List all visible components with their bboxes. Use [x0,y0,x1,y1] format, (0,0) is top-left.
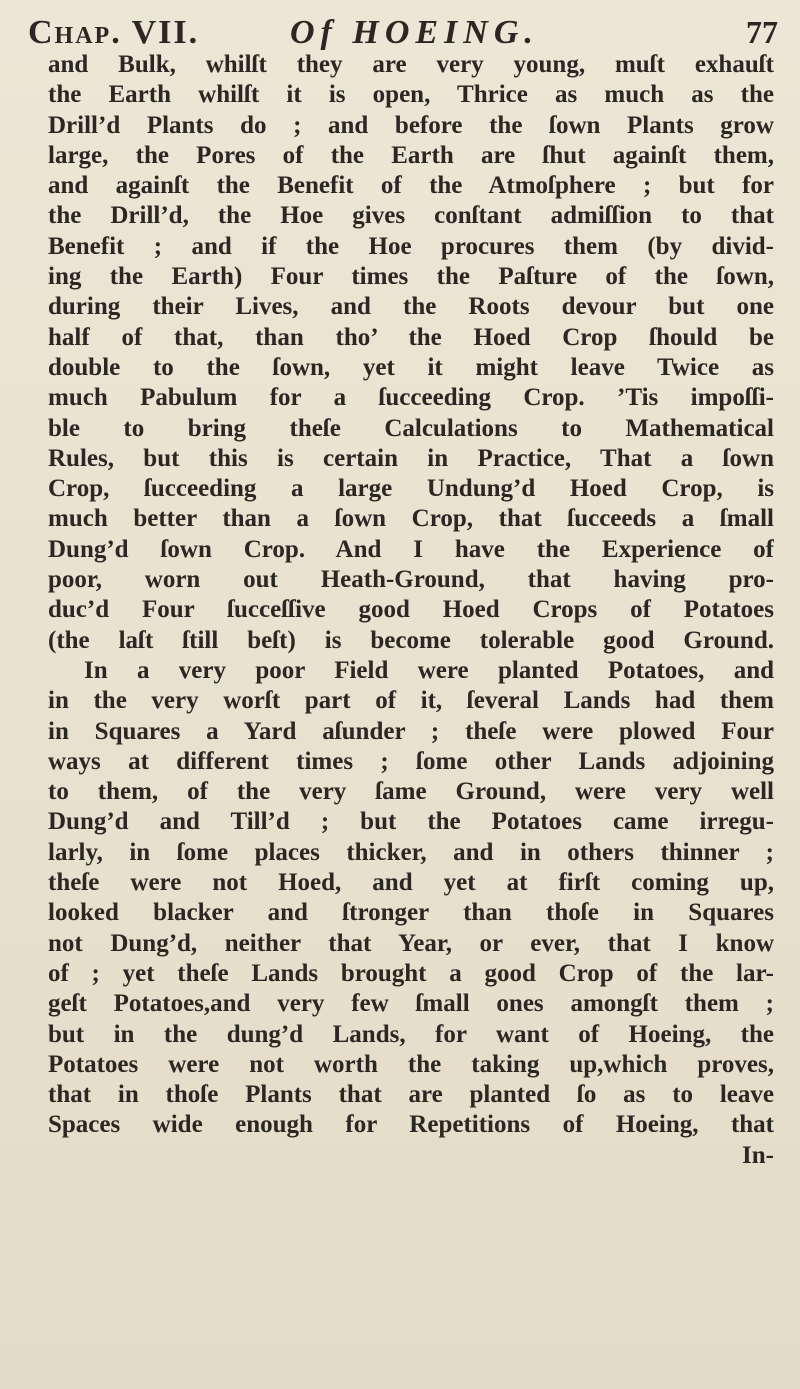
text-line: ways at different times ; ſome other Lands adjoining [48,747,774,775]
running-title: Of HOEING. [290,14,539,51]
text-line: large, the Pores of the Earth are ſhut againſt them, [48,141,774,169]
text-line: and againſt the Benefit of the Atmoſphere ; but for [48,172,774,200]
text-line: in Squares a Yard aſunder ; theſe were plowed Four [48,717,774,745]
text-line: to them, of the very ſame Ground, were very well [48,778,774,806]
text-line: looked blacker and ſtronger than thoſe in Squares [48,899,774,927]
catchword: In- [742,1141,774,1169]
text-line: the Drill’d, the Hoe gives conſtant admiſſion to that [48,202,774,230]
text-line: Drill’d Plants do ; and before the ſown Plants grow [48,111,774,139]
text-line: ble to bring theſe Calculations to Mathematical [48,414,774,442]
text-line: double to the ſown, yet it might leave Twice as [48,353,774,381]
text-line: poor, worn out Heath-Ground, that having pro- [48,566,774,594]
text-line: half of that, than tho’ the Hoed Crop ſhould be [48,323,774,351]
text-line: Benefit ; and if the Hoe procures them (by divid- [48,232,774,260]
text-line: theſe were not Hoed, and yet at firſt coming up, [48,869,774,897]
running-header [28,6,778,56]
text-line: and Bulk, whilſt they are very young, muſt exhauſt [48,51,774,78]
text-line: Spaces wide enough for Repetitions of Hoeing, that [48,1111,774,1139]
text-line: of ; yet theſe Lands brought a good Crop of the lar- [48,959,774,987]
text-line: Dung’d and Till’d ; but the Potatoes came irregu- [48,808,774,836]
text-line: ing the Earth) Four times the Paſture of the ſown, [48,263,774,291]
text-line: that in thoſe Plants that are planted ſo as to leave [48,1081,774,1109]
text-line: Crop, ſucceeding a large Undung’d Hoed Crop, is [48,475,774,503]
body-text [48,50,774,1171]
text-line: larly, in ſome places thicker, and in others thinner ; [48,838,774,866]
text-line: much better than a ſown Crop, that ſucceeds a ſmall [48,505,774,533]
paragraph-start-line: In a very poor Field were planted Potatoes, and [84,656,774,684]
chapter-label: Chap. VII. [28,14,200,51]
text-line: the Earth whilſt it is open, Thrice as much as the [48,81,774,109]
text-line: not Dung’d, neither that Year, or ever, that I know [48,929,774,957]
text-line: Rules, but this is certain in Practice, That a ſown [48,444,774,472]
text-line: in the very worſt part of it, ſeveral Lands had them [48,687,774,715]
text-line: Potatoes were not worth the taking up,which proves, [48,1050,774,1078]
text-line: but in the dung’d Lands, for want of Hoeing, the [48,1020,774,1048]
text-line: much Pabulum for a ſucceeding Crop. ’Tis impoſſi- [48,384,774,412]
text-line: during their Lives, and the Roots devour but one [48,293,774,321]
page-number: 77 [746,14,778,50]
text-line: (the laſt ſtill beſt) is become tolerable good Ground. [48,626,774,654]
text-line: geſt Potatoes,and very few ſmall ones amongſt them ; [48,990,774,1018]
text-line: duc’d Four ſucceſſive good Hoed Crops of Potatoes [48,596,774,624]
text-line: Dung’d ſown Crop. And I have the Experience of [48,535,774,563]
